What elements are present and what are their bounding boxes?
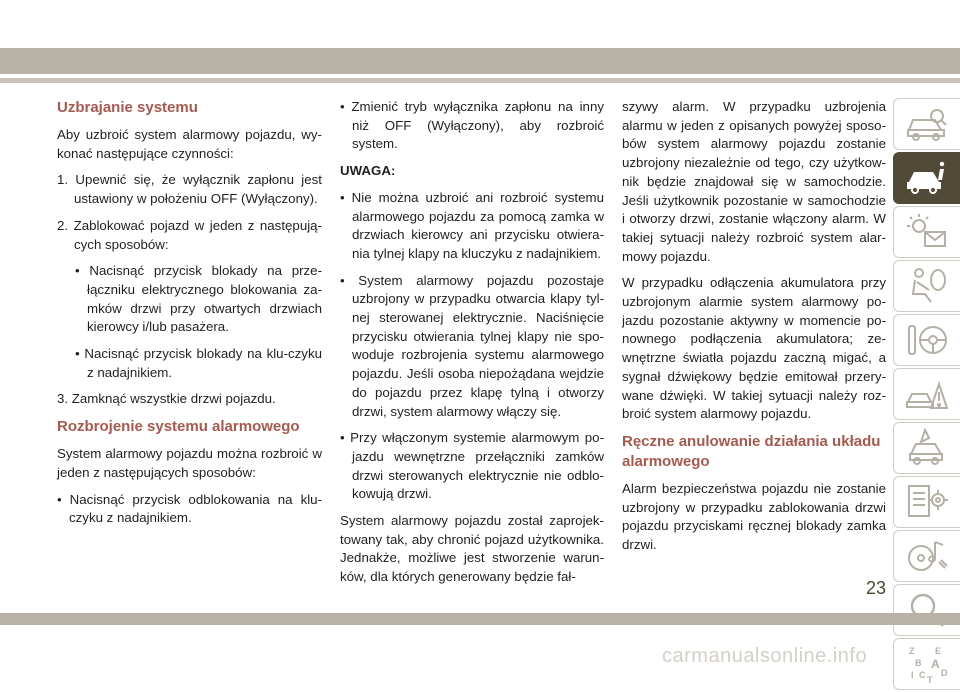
step-3: 3. Zamknąć wszystkie drzwi pojazdu.	[57, 391, 276, 407]
section-heading-disarming: Rozbrojenie systemu alarmowego	[57, 418, 300, 436]
chapter-tabs	[893, 98, 960, 692]
paragraph-false-alarm-cont: szywy alarm. W przypadku uzbrojenia alarmu w jeden z opisanych powyżej sposo-bów system alarmowy pojazdu zostanie uzbrojony niezależnie od tego, czy użytkow-nik będzie znajdował się w samochodzie. Jeśli użytkownik pozostanie w samochodzie i otworzy drzwi, zostanie włączony alarm. W takiej sytuacji należy rozbroić system alar-mowy pojazdu.	[622, 99, 886, 264]
airbag-seat-icon	[905, 266, 949, 306]
tab-safety[interactable]	[893, 260, 960, 312]
substep-bullet-1: • Nacisnąć przycisk blokady na prze-łączniku elektrycznego blokowania za-mków drzwi przy otwartych drzwiach kierowcy i/lub pasażera.	[75, 263, 322, 335]
column-1	[57, 98, 322, 536]
index-letter: Z	[909, 646, 915, 656]
paragraph-arming-intro: Aby uzbroić system alarmowy pojazdu, wy-konać następujące czynności:	[57, 127, 322, 161]
disarm-bullet-2: • Zmienić tryb wyłącznika zapłonu na inny niż OFF (Wyłączony), aby rozbroić system.	[340, 99, 604, 152]
note-bullet-1: • Nie można uzbroić ani rozbroić systemu alarmowego pojazdu za pomocą zamka w drzwiach kierowcy ani przycisku otwiera-nia tylnej klapy na kluczyku z nadajnikiem.	[340, 189, 604, 261]
index-letters-icon	[905, 644, 949, 684]
header-rule	[0, 78, 960, 83]
top-margin	[0, 0, 960, 40]
car-service-icon	[905, 428, 949, 468]
paragraph-disarming-intro: System alarmowy pojazdu można rozbroić w jeden z następujących sposobów:	[57, 446, 322, 480]
tab-multimedia[interactable]	[893, 530, 960, 582]
section-heading-arming: Uzbrajanie systemu	[57, 99, 198, 116]
index-letter: C	[919, 670, 926, 680]
index-letter: D	[941, 668, 948, 678]
roadside-warning-icon	[905, 374, 949, 414]
index-letter: A	[931, 657, 940, 671]
note-bullet-3: • Przy włączonym systemie alarmowym po-jazdu wewnętrzne przełączniki zamków drzwi sterowanych elektrycznie nie odblo-kowują drzwi.	[340, 430, 604, 502]
step-2: 2. Zablokować pojazd w jeden z następują-cych sposobów:	[57, 217, 322, 252]
paragraph-manual-override: Alarm bezpieczeństwa pojazdu nie zostanie uzbrojony w przypadku zablokowania drzwi pojazdu przyciskami ręcznej blokady zamka drzwi.	[622, 480, 886, 553]
tab-warning-lights[interactable]	[893, 206, 960, 258]
multimedia-icon	[905, 536, 949, 576]
note-label: UWAGA:	[340, 163, 396, 179]
substep-bullet-2: • Nacisnąć przycisk blokady na klu-czyku z nadajnikiem.	[75, 346, 322, 380]
note-bullet-2: • System alarmowy pojazdu pozostaje uzbrojony w przypadku otwarcia klapy tyl-nej sterowanej elektrycznie. Naciśnięcie przycisku otwierania tylnej klapy nie spo-woduje rozbrojenia systemu alarmowego pojazdu. Jeśli osoba niepożądana wejdzie do pojazdu przez klapę tylną i otworzy drzwi, system alarmowy włączy się.	[340, 272, 604, 419]
steering-wheel-icon	[905, 320, 949, 360]
warning-lights-icon	[905, 212, 949, 252]
page-number: 23	[866, 578, 887, 598]
car-magnifier-icon	[905, 104, 949, 144]
column-2	[340, 98, 604, 595]
tab-service[interactable]	[893, 422, 960, 474]
header-band	[0, 48, 960, 74]
tab-car-overview[interactable]	[893, 98, 960, 150]
watermark: carmanualsonline.info	[662, 645, 868, 667]
step-1: 1. Upewnić się, że wyłącznik zapłonu jest ustawiony w położeniu OFF (Wyłączony).	[57, 172, 322, 207]
index-letter: I	[911, 670, 914, 680]
tab-search[interactable]	[893, 584, 960, 636]
paragraph-false-alarm: System alarmowy pojazdu został zaprojek-towany tak, aby chronić pojazd użytkownika. Jednakże, możliwe jest stworzenie warun-ków, dla których generowany będzie fał-	[340, 513, 604, 585]
tab-specifications[interactable]	[893, 476, 960, 528]
tab-emergency[interactable]	[893, 368, 960, 420]
index-letter: B	[915, 658, 922, 668]
spec-list-gear-icon	[905, 482, 949, 522]
index-letter: T	[927, 675, 933, 684]
tab-index[interactable]	[893, 638, 960, 690]
car-info-icon	[905, 158, 949, 198]
tab-car-info[interactable]	[893, 152, 960, 204]
index-letter: E	[935, 646, 942, 656]
column-3	[622, 98, 886, 563]
tab-driving[interactable]	[893, 314, 960, 366]
disarm-bullet-1: • Nacisnąć przycisk odblokowania na klu-czyku z nadajnikiem.	[57, 491, 322, 526]
section-heading-manual-override: Ręczne anulowanie działania układu alarmowego	[622, 432, 881, 470]
paragraph-battery: W przypadku odłączenia akumulatora przy uzbrojonym alarmie system alarmowy po-jazdu pozostanie aktywny w momencie po-nownego podłączenia akumulatora; ze-wnętrzne światła pojazdu zaczną migać, a sygnał dźwiękowy będzie emitował przery-wane dźwięki. W takiej sytuacji należy roz-broić system alarmowy pojazdu.	[622, 275, 886, 422]
footer-band	[0, 613, 960, 625]
